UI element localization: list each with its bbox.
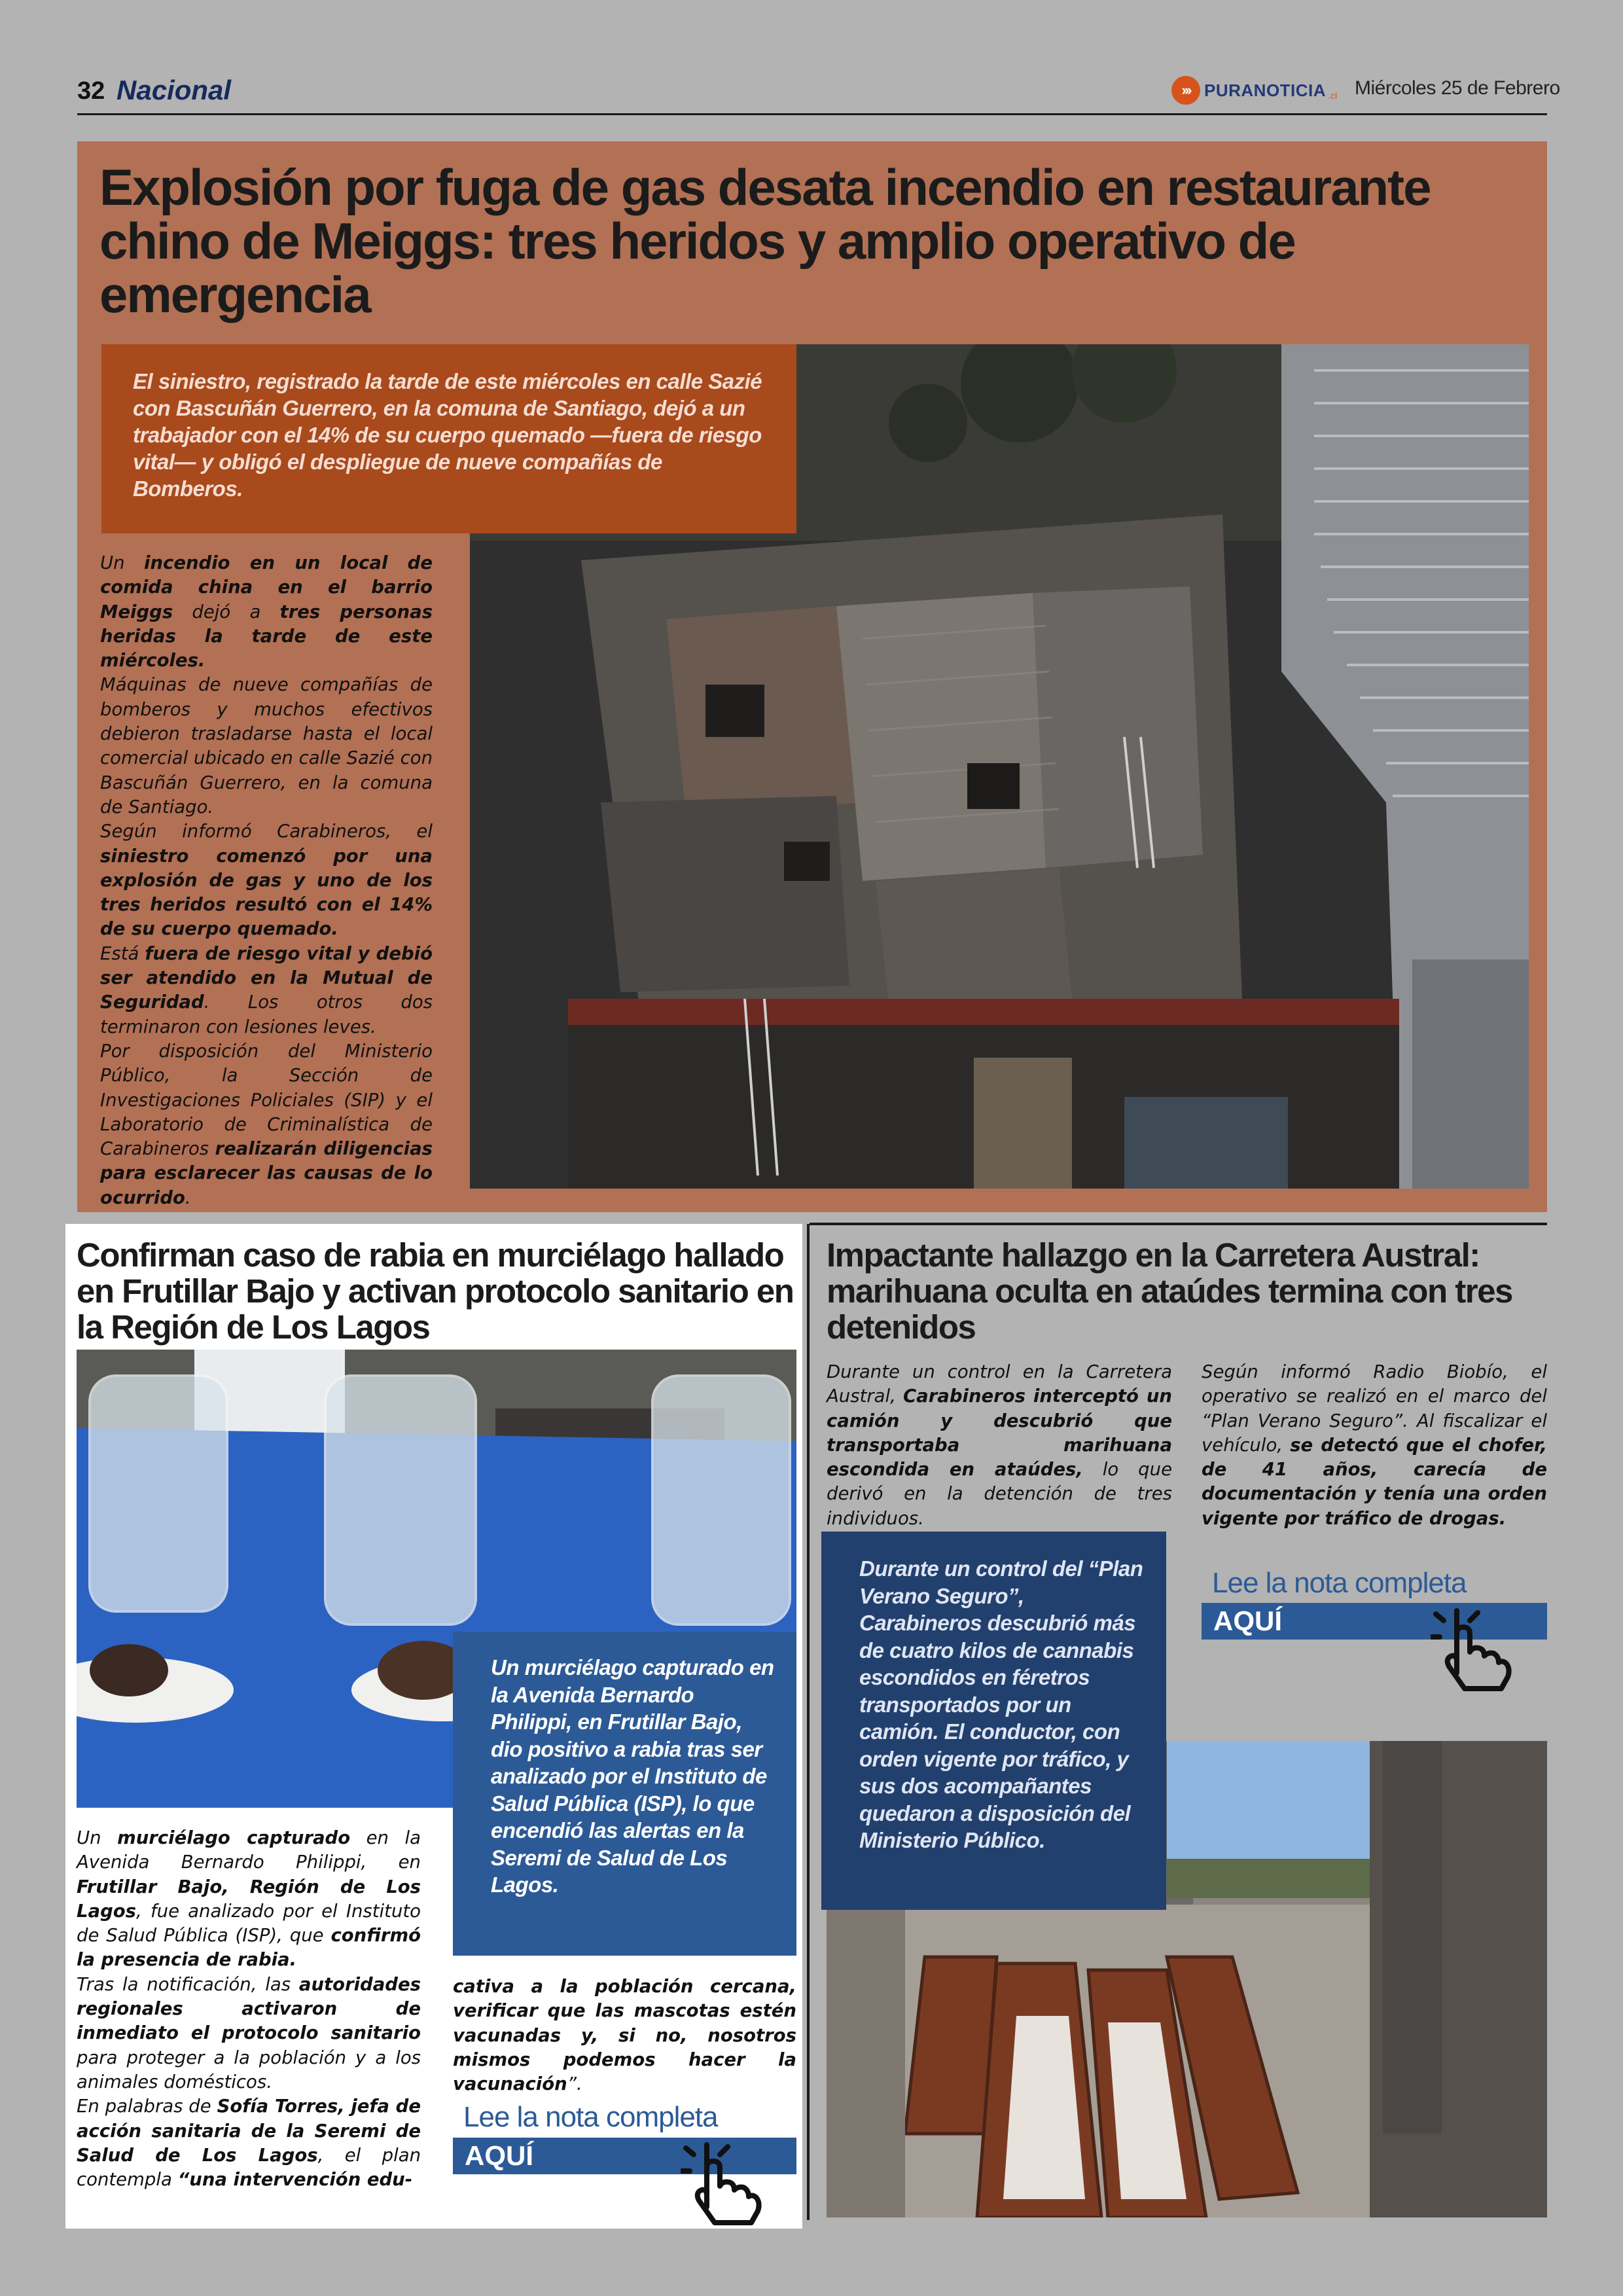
paragraph: Un murciélago capturado en la Avenida Bernardo Philippi, en Frutillar Bajo, Región de Los Lagos, fue analizado por el Instituto de Salud Pública (ISP), que confirmó la presencia de rabia. [77,1827,421,1971]
right-article-callout: Durante un control del “Plan Verano Seguro”, Carabineros descubrió más de cuatro kilos de cannabis escondidos en féretros transportados por un camión. El conductor, con orden vigente por tráfico, y sus dos acompañantes quedaron a disposición del Ministerio Público. [821,1532,1166,1910]
left-article-title: Confirman caso de rabia en murciélago hallado en Frutillar Bajo y activan protocolo sanitario en la Región de Los Lagos [77,1236,794,1346]
paragraph: Un incendio en un local de comida china en el barrio Meiggs dejó a tres personas heridas la tarde de este miércoles. [100,552,433,672]
paragraph: Tras la notificación, las autoridades regionales activaron de inmediato el protocolo sanitario para proteger a la población y a los animales domésticos. [77,1973,421,2092]
main-article-title: Explosión por fuga de gas desata incendio en restaurante chino de Meiggs: tres heridos y amplio operativo de emergencia [99,158,1431,323]
paragraph: Según informó Carabineros, el siniestro comenzó por una explosión de gas y uno de los tres heridos resultó con el 14% de su cuerpo quemado. [100,821,433,940]
read-more-button[interactable]: AQUÍ [453,2138,796,2174]
brand-name: PURANOTICIA [1204,80,1327,100]
left-article-body-continued: cativa a la población cercana, verificar que las mascotas estén vacunadas y, si no, nosotros mismos podemos hacer la vacunación”. [453,1976,796,2095]
header-rule [77,113,1547,115]
read-more-label: Lee la nota completa [463,2101,718,2133]
paragraph: En palabras de Sofía Torres, jefa de acción sanitaria de la Seremi de Salud de Los Lagos, el plan contempla “una intervención edu- [77,2096,421,2191]
right-article-body-col1: Durante un control en la Carretera Austral, Carabineros interceptó un camión y descubrió que transportaba marihuana escondida en ataúdes, lo que derivó en la detención de tres individuos. [827,1361,1172,1529]
chevrons-icon: ››› [1171,76,1200,105]
paragraph: Máquinas de nueve compañías de bomberos y muchos efectivos debieron trasladarse hasta el local comercial ubicado en calle Sazié con Bascuñán Guerrero, en la comuna de Santiago. [100,674,433,817]
left-article-callout: Un murciélago capturado en la Avenida Bernardo Philippi, en Frutillar Bajo, dio positivo a rabia tras ser analizado por el Instituto de Salud Pública (ISP), lo que encendió las alertas en la Seremi de Salud de Los Lagos. [453,1632,796,1956]
page-number: 32 [77,77,105,105]
read-more-label: Lee la nota completa [1212,1567,1467,1599]
section-name: Nacional [116,75,232,105]
read-more-button[interactable]: AQUÍ [1202,1603,1547,1640]
right-article-title: Impactante hallazgo en la Carretera Austral: marihuana oculta en ataúdes termina con tres detenidos [827,1236,1512,1346]
left-article-body [77,1826,421,2192]
brand-suffix: .cl [1328,90,1338,101]
pointing-hand-icon [1431,1601,1516,1693]
issue-date: Miércoles 25 de Febrero [1355,77,1560,99]
right-article-body-col2: Según informó Radio Biobío, el operativo se realizó en el marco del “Plan Verano Seguro”. Al fiscalizar el vehículo, se detectó que el chofer, de 41 años, carecía de documentación y tenía una orden vigente por tráfico de drogas. [1202,1361,1547,1529]
paragraph: Está fuera de riesgo vital y debió ser atendido en la Mutual de Seguridad. Los otros dos terminaron con lesiones leves. [100,942,433,1037]
column-divider [807,1224,810,2220]
main-article-body [100,551,433,1210]
column-rule [810,1223,1547,1225]
pointing-hand-icon [681,2135,766,2227]
main-article-deck: El siniestro, registrado la tarde de este miércoles en calle Sazié con Bascuñán Guerrero, en la comuna de Santiago, dejó a un trabajador con el 14% de su cuerpo quemado —fuera de riesgo vital— y obligó el despliegue de nueve compañías de Bomberos. [101,344,796,533]
brand-logo[interactable] [1171,76,1337,105]
paragraph: Por disposición del Ministerio Público, la Sección de Investigaciones Policiales (SIP) y el Laboratorio de Criminalística de Carabineros realizarán diligencias para esclarecer las causas de lo ocurrido. [100,1040,433,1208]
